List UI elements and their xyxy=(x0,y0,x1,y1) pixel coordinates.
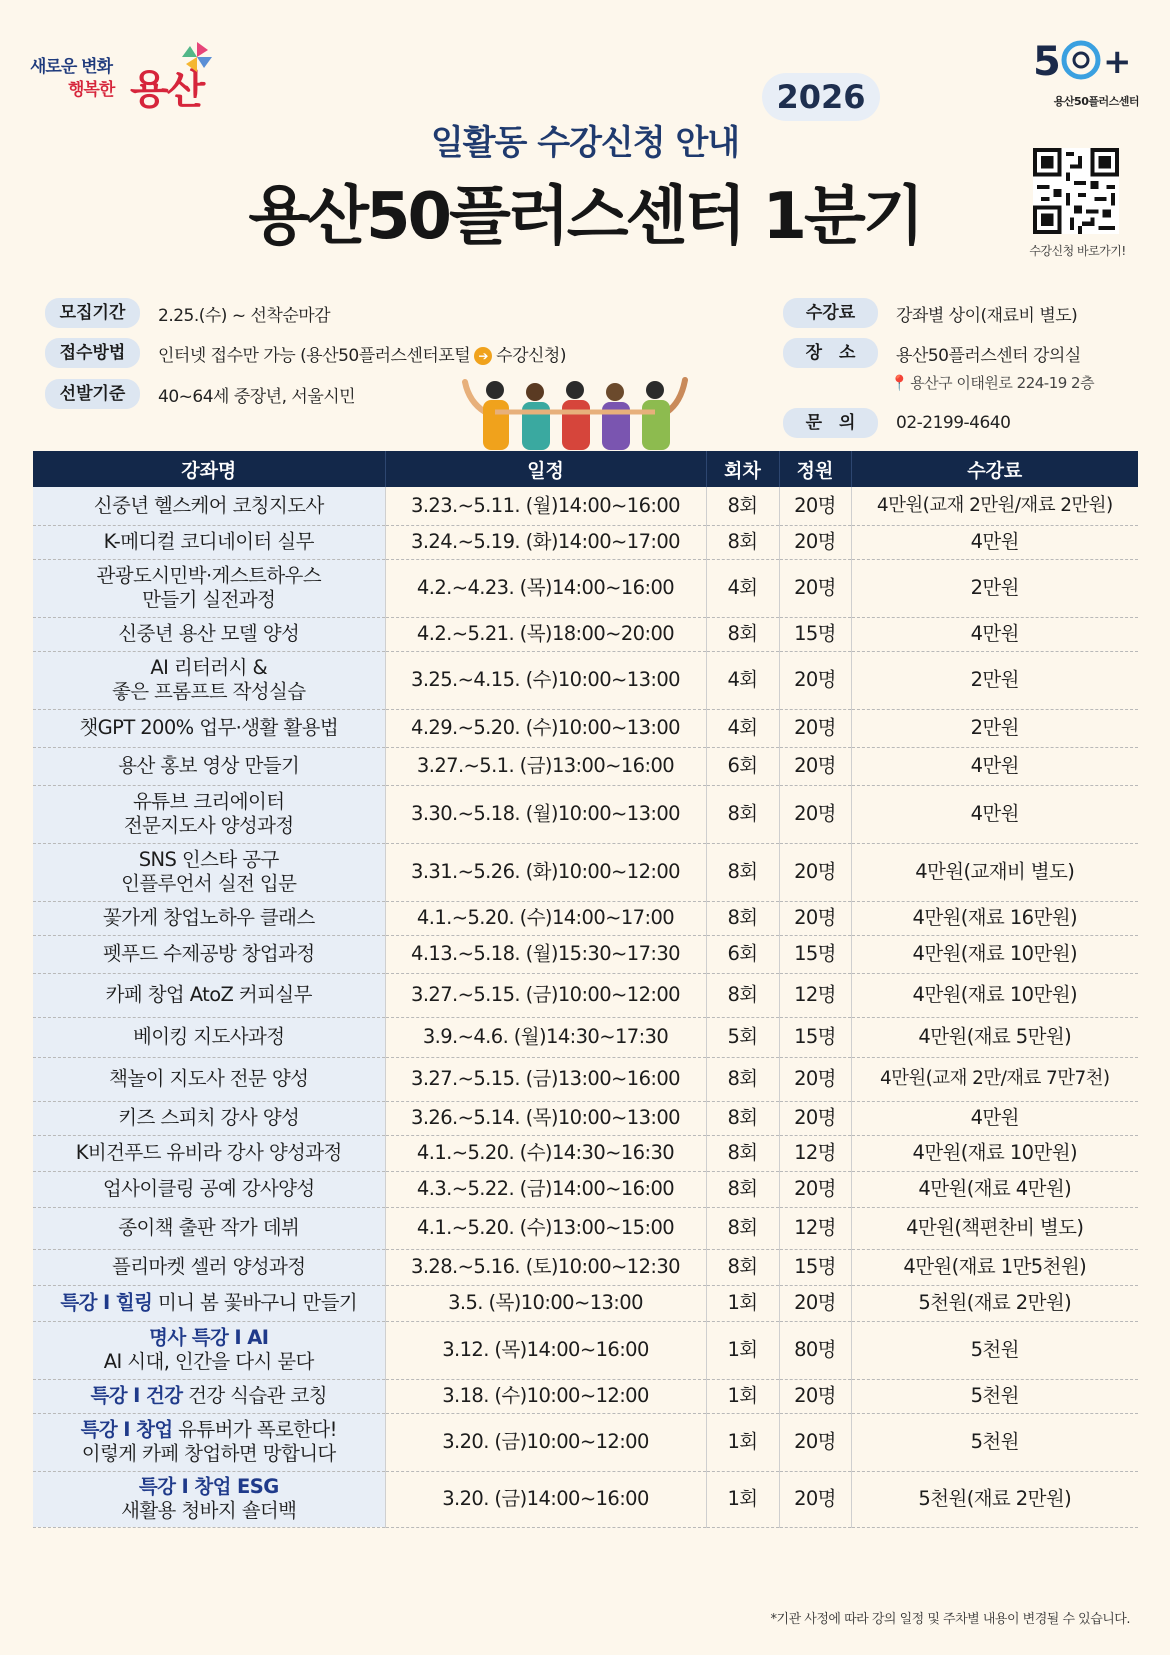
recruit-period-label: 모집기간 xyxy=(45,298,140,328)
fee-cell: 2만원 xyxy=(851,651,1138,709)
course-name-line1 xyxy=(35,1475,383,1499)
table-row xyxy=(33,559,1138,617)
course-title: 챗GPT 200% 업무·생활 활용법 xyxy=(79,715,339,739)
course-name-cell xyxy=(33,1017,385,1057)
page-subtitle: 일활동 수강신청 안내 xyxy=(430,123,740,163)
course-title: K비건푸드 유비라 강사 양성과정 xyxy=(75,1140,342,1164)
schedule-cell: 4.1.~5.20. (수)14:00~17:00 xyxy=(385,901,706,935)
course-name-line1 xyxy=(35,1255,383,1279)
table-row xyxy=(33,747,1138,785)
course-name-line1 xyxy=(35,1418,383,1442)
fee-cell: 5천원(재료 2만원) xyxy=(851,1471,1138,1527)
sessions-cell: 8회 xyxy=(706,1207,779,1249)
apply-method-text-end: 수강신청) xyxy=(496,345,566,366)
schedule-cell: 4.29.~5.20. (수)10:00~13:00 xyxy=(385,709,706,747)
fee-cell: 4만원 xyxy=(851,1101,1138,1135)
fee-cell: 4만원 xyxy=(851,785,1138,843)
table-row xyxy=(33,843,1138,901)
special-lecture-tag: 특강 I 힐링 xyxy=(60,1290,153,1314)
course-name-line2: 인플루언서 실전 입문 xyxy=(121,872,297,895)
selection-criteria-row xyxy=(45,379,355,409)
course-name-cell xyxy=(33,935,385,973)
sessions-cell: 5회 xyxy=(706,1017,779,1057)
course-name-line2: 좋은 프롬프트 작성실습 xyxy=(111,680,306,703)
course-title: 책놀이 지도사 전문 양성 xyxy=(109,1066,309,1090)
table-row xyxy=(33,901,1138,935)
capacity-cell: 12명 xyxy=(779,1207,851,1249)
table-row xyxy=(33,973,1138,1017)
course-name-line1 xyxy=(35,656,383,680)
course-name-cell xyxy=(33,1285,385,1321)
course-name-cell xyxy=(33,559,385,617)
schedule-cell: 3.28.~5.16. (토)10:00~12:30 xyxy=(385,1249,706,1285)
course-name-cell xyxy=(33,1171,385,1207)
schedule-cell: 4.1.~5.20. (수)14:30~16:30 xyxy=(385,1135,706,1171)
table-row xyxy=(33,935,1138,973)
course-name-line1 xyxy=(35,906,383,930)
table-row xyxy=(33,651,1138,709)
capacity-cell: 20명 xyxy=(779,525,851,559)
page-title: 용산50플러스센터 1분기 xyxy=(248,180,922,254)
fee-cell: 4만원(재료 4만원) xyxy=(851,1171,1138,1207)
table-row xyxy=(33,1471,1138,1527)
course-table xyxy=(33,451,1138,1528)
arrow-right-icon: ➔ xyxy=(474,347,492,365)
course-name-line2: 이렇게 카페 창업하면 망합니다 xyxy=(81,1442,336,1465)
course-name-cell xyxy=(33,709,385,747)
recruit-period-row xyxy=(45,298,330,328)
course-name-cell xyxy=(33,747,385,785)
capacity-cell: 15명 xyxy=(779,617,851,651)
course-title: K-메디컬 코디네이터 실무 xyxy=(103,529,314,553)
fee-cell: 4만원 xyxy=(851,617,1138,651)
center-logo xyxy=(1015,35,1145,110)
schedule-cell: 3.31.~5.26. (화)10:00~12:00 xyxy=(385,843,706,901)
course-title: 유튜브 크리에이터 xyxy=(133,789,285,813)
fee-cell: 4만원(책편찬비 별도) xyxy=(851,1207,1138,1249)
fee-cell: 4만원(교재비 별도) xyxy=(851,843,1138,901)
apply-method-label: 접수방법 xyxy=(45,338,140,368)
course-title: 용산 홍보 영상 만들기 xyxy=(118,753,300,777)
course-name-cell xyxy=(33,1379,385,1413)
course-name-line1 xyxy=(35,1177,383,1201)
course-title: 미니 봄 꽃바구니 만들기 xyxy=(152,1290,358,1314)
schedule-cell: 3.9.~4.6. (월)14:30~17:30 xyxy=(385,1017,706,1057)
course-title: 관광도시민박·게스트하우스 xyxy=(96,563,321,587)
sessions-cell: 8회 xyxy=(706,617,779,651)
sessions-cell: 4회 xyxy=(706,559,779,617)
fee-cell: 4만원(교재 2만원/재료 2만원) xyxy=(851,487,1138,525)
capacity-cell: 20명 xyxy=(779,1471,851,1527)
svg-text:+: + xyxy=(1103,42,1132,82)
table-row xyxy=(33,1379,1138,1413)
sessions-cell: 8회 xyxy=(706,1171,779,1207)
table-row xyxy=(33,617,1138,651)
schedule-cell: 3.23.~5.11. (월)14:00~16:00 xyxy=(385,487,706,525)
fee-value: 강좌별 상이(재료비 별도) xyxy=(896,305,1078,326)
course-name-cell xyxy=(33,901,385,935)
capacity-cell: 20명 xyxy=(779,843,851,901)
special-lecture-tag: 특강 I 건강 xyxy=(90,1383,183,1407)
course-name-line1 xyxy=(35,716,383,740)
course-title: 플리마켓 셀러 양성과정 xyxy=(111,1254,306,1278)
table-row xyxy=(33,1101,1138,1135)
course-title: 업사이클링 공예 강사양성 xyxy=(102,1176,315,1200)
table-row xyxy=(33,1207,1138,1249)
course-name-line1 xyxy=(35,1291,383,1315)
course-name-cell xyxy=(33,525,385,559)
sessions-cell: 1회 xyxy=(706,1471,779,1527)
course-title: SNS 인스타 공구 xyxy=(138,847,279,871)
schedule-cell: 4.2.~5.21. (목)18:00~20:00 xyxy=(385,617,706,651)
qr-code[interactable] xyxy=(1033,148,1119,234)
fee-row xyxy=(783,298,1077,328)
capacity-cell: 20명 xyxy=(779,651,851,709)
schedule-cell: 3.20. (금)14:00~16:00 xyxy=(385,1471,706,1527)
capacity-cell: 20명 xyxy=(779,1057,851,1101)
course-name-line1 xyxy=(35,942,383,966)
sessions-cell: 6회 xyxy=(706,747,779,785)
course-name-line1 xyxy=(35,1067,383,1091)
table-row xyxy=(33,1135,1138,1171)
course-title: 건강 식습관 코칭 xyxy=(182,1383,327,1407)
course-name-line2: 전문지도사 양성과정 xyxy=(123,814,294,837)
special-lecture-tag: 특강 I 창업 ESG xyxy=(138,1474,279,1498)
course-name-line1 xyxy=(35,754,383,778)
sessions-cell: 8회 xyxy=(706,1101,779,1135)
sessions-cell: 8회 xyxy=(706,973,779,1017)
sessions-cell: 8회 xyxy=(706,843,779,901)
logo-slogan-line1: 새로운 변화 xyxy=(30,57,113,77)
recruit-period-value: 2.25.(수) ~ 선착순마감 xyxy=(158,305,331,326)
fee-cell: 5천원(재료 2만원) xyxy=(851,1285,1138,1321)
table-row xyxy=(33,785,1138,843)
schedule-cell: 3.27.~5.15. (금)10:00~12:00 xyxy=(385,973,706,1017)
sessions-cell: 1회 xyxy=(706,1413,779,1471)
schedule-cell: 3.5. (목)10:00~13:00 xyxy=(385,1285,706,1321)
special-lecture-tag: 특강 I 창업 xyxy=(80,1417,173,1441)
course-name-cell xyxy=(33,1471,385,1527)
fifty-plus-logo-icon xyxy=(1033,35,1133,85)
header-sessions: 회차 xyxy=(706,451,779,487)
course-title: 꽃가게 창업노하우 클래스 xyxy=(102,905,315,929)
fee-cell: 4만원(재료 5만원) xyxy=(851,1017,1138,1057)
contact-label: 문 의 xyxy=(783,408,878,438)
location-pin-icon: 📍 xyxy=(890,374,909,392)
capacity-cell: 20명 xyxy=(779,1171,851,1207)
qr-caption: 수강신청 바로가기! xyxy=(1029,244,1126,258)
center-logo-name: 용산50플러스센터 xyxy=(1053,95,1139,108)
footnote: *기관 사정에 따라 강의 일정 및 주차별 내용이 변경될 수 있습니다. xyxy=(770,1612,1130,1627)
header-capacity: 정원 xyxy=(779,451,851,487)
sessions-cell: 4회 xyxy=(706,651,779,709)
capacity-cell: 20명 xyxy=(779,747,851,785)
header-schedule: 일정 xyxy=(385,451,706,487)
logo-name: 용산 xyxy=(130,67,204,113)
course-name-line1 xyxy=(35,790,383,814)
course-title: 종이책 출판 작가 데뷔 xyxy=(118,1215,300,1239)
course-name-cell xyxy=(33,1135,385,1171)
capacity-cell: 20명 xyxy=(779,1101,851,1135)
schedule-cell: 4.3.~5.22. (금)14:00~16:00 xyxy=(385,1171,706,1207)
course-name-cell xyxy=(33,843,385,901)
address-text: 용산구 이태원로 224-19 2층 xyxy=(910,374,1095,392)
capacity-cell: 20명 xyxy=(779,1413,851,1471)
fee-cell: 4만원 xyxy=(851,747,1138,785)
course-name-cell xyxy=(33,1207,385,1249)
fee-cell: 4만원(재료 10만원) xyxy=(851,1135,1138,1171)
svg-text:5: 5 xyxy=(1033,39,1061,85)
fee-cell: 4만원 xyxy=(851,525,1138,559)
fee-label: 수강료 xyxy=(783,298,878,328)
course-name-line1 xyxy=(35,530,383,554)
course-name-line1 xyxy=(35,1384,383,1408)
sessions-cell: 8회 xyxy=(706,1057,779,1101)
selection-criteria-label: 선발기준 xyxy=(45,379,140,409)
capacity-cell: 80명 xyxy=(779,1321,851,1379)
fee-cell: 2만원 xyxy=(851,709,1138,747)
course-name-cell xyxy=(33,1321,385,1379)
sessions-cell: 1회 xyxy=(706,1379,779,1413)
table-row xyxy=(33,1285,1138,1321)
place-row xyxy=(783,338,1081,368)
course-name-cell xyxy=(33,487,385,525)
course-name-cell xyxy=(33,651,385,709)
fee-cell: 4만원(재료 16만원) xyxy=(851,901,1138,935)
schedule-cell: 3.27.~5.1. (금)13:00~16:00 xyxy=(385,747,706,785)
capacity-cell: 20명 xyxy=(779,1379,851,1413)
course-title: 신중년 헬스케어 코칭지도사 xyxy=(93,493,324,517)
course-name-line2: 만들기 실전과정 xyxy=(142,588,276,611)
fee-cell: 2만원 xyxy=(851,559,1138,617)
capacity-cell: 20명 xyxy=(779,785,851,843)
capacity-cell: 12명 xyxy=(779,973,851,1017)
table-row xyxy=(33,709,1138,747)
sessions-cell: 1회 xyxy=(706,1285,779,1321)
capacity-cell: 20명 xyxy=(779,901,851,935)
schedule-cell: 4.1.~5.20. (수)13:00~15:00 xyxy=(385,1207,706,1249)
course-name-line1 xyxy=(35,1326,383,1350)
schedule-cell: 4.13.~5.18. (월)15:30~17:30 xyxy=(385,935,706,973)
sessions-cell: 8회 xyxy=(706,487,779,525)
sessions-cell: 8회 xyxy=(706,785,779,843)
course-name-cell xyxy=(33,785,385,843)
fee-cell: 5천원 xyxy=(851,1379,1138,1413)
special-lecture-tag: 명사 특강 I AI xyxy=(149,1325,269,1349)
course-name-line1 xyxy=(35,494,383,518)
schedule-cell: 3.26.~5.14. (목)10:00~13:00 xyxy=(385,1101,706,1135)
sessions-cell: 8회 xyxy=(706,1135,779,1171)
schedule-cell: 3.20. (금)10:00~12:00 xyxy=(385,1413,706,1471)
capacity-cell: 12명 xyxy=(779,1135,851,1171)
fee-cell: 5천원 xyxy=(851,1321,1138,1379)
table-row xyxy=(33,1321,1138,1379)
course-name-line2: AI 시대, 인간을 다시 묻다 xyxy=(103,1350,314,1373)
schedule-cell: 3.24.~5.19. (화)14:00~17:00 xyxy=(385,525,706,559)
pinwheel-icon xyxy=(180,40,214,74)
people-illustration xyxy=(455,372,695,450)
course-name-cell xyxy=(33,1413,385,1471)
table-header-row xyxy=(33,451,1138,487)
header-course-name: 강좌명 xyxy=(33,451,385,487)
schedule-cell: 3.27.~5.15. (금)13:00~16:00 xyxy=(385,1057,706,1101)
apply-method-row xyxy=(45,338,566,368)
sessions-cell: 6회 xyxy=(706,935,779,973)
capacity-cell: 15명 xyxy=(779,1249,851,1285)
capacity-cell: 20명 xyxy=(779,709,851,747)
course-name-cell xyxy=(33,1057,385,1101)
capacity-cell: 20명 xyxy=(779,1285,851,1321)
sessions-cell: 8회 xyxy=(706,525,779,559)
place-value: 용산50플러스센터 강의실 xyxy=(896,345,1081,366)
table-row xyxy=(33,525,1138,559)
course-name-cell xyxy=(33,973,385,1017)
course-title: 카페 창업 AtoZ 커피실무 xyxy=(105,982,312,1006)
contact-value[interactable]: 02-2199-4640 xyxy=(896,413,1011,433)
fee-cell: 4만원(재료 10만원) xyxy=(851,973,1138,1017)
contact-row xyxy=(783,408,1010,438)
schedule-cell: 3.25.~4.15. (수)10:00~13:00 xyxy=(385,651,706,709)
apply-method-text: 인터넷 접수만 가능 (용산50플러스센터포털 xyxy=(158,345,471,366)
course-name-line1 xyxy=(35,1106,383,1130)
course-name-line2: 새활용 청바지 숄더백 xyxy=(121,1499,297,1522)
course-name-line1 xyxy=(35,1025,383,1049)
fee-cell: 5천원 xyxy=(851,1413,1138,1471)
schedule-cell: 4.2.~4.23. (목)14:00~16:00 xyxy=(385,559,706,617)
course-name-line1 xyxy=(35,564,383,588)
schedule-cell: 3.12. (목)14:00~16:00 xyxy=(385,1321,706,1379)
sessions-cell: 8회 xyxy=(706,901,779,935)
year-badge: 2026 xyxy=(762,73,880,121)
course-name-line1 xyxy=(35,1216,383,1240)
course-name-cell xyxy=(33,1101,385,1135)
table-row xyxy=(33,1171,1138,1207)
table-row xyxy=(33,1413,1138,1471)
yongsan-logo xyxy=(30,40,220,113)
course-title: 유튜버가 폭로한다! xyxy=(172,1417,337,1441)
capacity-cell: 20명 xyxy=(779,487,851,525)
logo-slogan-line2: 행복한 xyxy=(68,80,115,100)
course-name-cell xyxy=(33,1249,385,1285)
table-row xyxy=(33,1249,1138,1285)
fee-cell: 4만원(재료 1만5천원) xyxy=(851,1249,1138,1285)
course-title: 펫푸드 수제공방 창업과정 xyxy=(102,941,315,965)
course-name-line1 xyxy=(35,848,383,872)
table-row xyxy=(33,487,1138,525)
sessions-cell: 1회 xyxy=(706,1321,779,1379)
fee-cell: 4만원(재료 10만원) xyxy=(851,935,1138,973)
fee-cell: 4만원(교재 2만/재료 7만7천) xyxy=(851,1057,1138,1101)
course-title: 키즈 스피치 강사 양성 xyxy=(118,1105,300,1129)
course-title: 신중년 용산 모델 양성 xyxy=(118,621,300,645)
course-name-line1 xyxy=(35,1141,383,1165)
capacity-cell: 15명 xyxy=(779,935,851,973)
course-name-cell xyxy=(33,617,385,651)
sessions-cell: 8회 xyxy=(706,1249,779,1285)
selection-criteria-value: 40~64세 중장년, 서울시민 xyxy=(158,386,356,407)
header-fee: 수강료 xyxy=(851,451,1138,487)
schedule-cell: 3.18. (수)10:00~12:00 xyxy=(385,1379,706,1413)
table-row xyxy=(33,1057,1138,1101)
course-title: AI 리터러시 & xyxy=(150,655,268,679)
place-label: 장 소 xyxy=(783,338,878,368)
sessions-cell: 4회 xyxy=(706,709,779,747)
address xyxy=(890,372,1094,393)
table-row xyxy=(33,1017,1138,1057)
course-name-line1 xyxy=(35,622,383,646)
capacity-cell: 15명 xyxy=(779,1017,851,1057)
schedule-cell: 3.30.~5.18. (월)10:00~13:00 xyxy=(385,785,706,843)
apply-method-value xyxy=(158,341,566,366)
course-title: 베이킹 지도사과정 xyxy=(133,1024,285,1048)
course-name-line1 xyxy=(35,983,383,1007)
capacity-cell: 20명 xyxy=(779,559,851,617)
